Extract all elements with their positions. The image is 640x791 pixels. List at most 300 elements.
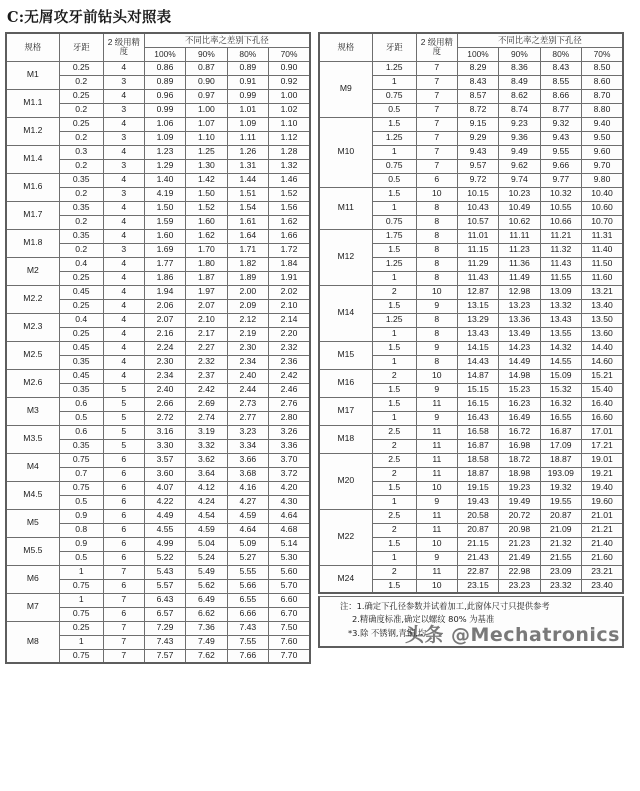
cell-value-100: 1.60 — [144, 229, 185, 243]
cell-value-90: 2.32 — [186, 355, 227, 369]
cell-value-70: 3.72 — [269, 467, 310, 481]
cell-pitch: 0.5 — [372, 173, 416, 187]
cell-value-90: 0.87 — [186, 61, 227, 75]
cell-pitch: 1 — [372, 355, 416, 369]
cell-value-80: 9.32 — [540, 117, 581, 131]
cell-value-100: 2.34 — [144, 369, 185, 383]
cell-precision: 11 — [416, 425, 457, 439]
cell-precision: 7 — [416, 61, 457, 75]
table-header-right — [319, 33, 623, 61]
cell-pitch: 0.2 — [59, 159, 103, 173]
cell-value-100: 5.43 — [144, 565, 185, 579]
cell-value-80: 1.51 — [227, 187, 268, 201]
cell-pitch: 0.5 — [372, 103, 416, 117]
cell-value-70: 10.60 — [582, 201, 623, 215]
cell-spec: M22 — [319, 509, 372, 565]
cell-value-100: 3.57 — [144, 453, 185, 467]
cell-value-80: 11.21 — [540, 229, 581, 243]
cell-precision: 8 — [416, 355, 457, 369]
cell-value-100: 0.99 — [144, 103, 185, 117]
cell-value-100: 12.87 — [457, 285, 498, 299]
cell-precision: 9 — [416, 299, 457, 313]
column-header-spec: 规格 — [319, 33, 372, 61]
cell-value-70: 9.60 — [582, 145, 623, 159]
cell-pitch: 0.3 — [59, 145, 103, 159]
cell-pitch: 0.9 — [59, 537, 103, 551]
cell-value-70: 5.30 — [269, 551, 310, 565]
cell-value-70: 21.21 — [582, 523, 623, 537]
cell-value-70: 9.50 — [582, 131, 623, 145]
cell-value-70: 2.42 — [269, 369, 310, 383]
column-header-ratio-100: 100% — [144, 47, 185, 61]
cell-value-100: 20.87 — [457, 523, 498, 537]
cell-value-100: 18.58 — [457, 453, 498, 467]
cell-value-70: 2.14 — [269, 313, 310, 327]
cell-precision: 11 — [416, 565, 457, 579]
cell-precision: 11 — [416, 397, 457, 411]
cell-value-70: 21.01 — [582, 509, 623, 523]
cell-precision: 6 — [103, 579, 144, 593]
cell-value-100: 2.30 — [144, 355, 185, 369]
table-row — [6, 145, 310, 159]
cell-value-80: 5.66 — [227, 579, 268, 593]
cell-value-80: 7.43 — [227, 621, 268, 635]
cell-spec: M1 — [6, 61, 59, 89]
cell-value-100: 2.07 — [144, 313, 185, 327]
cell-pitch: 2.5 — [372, 453, 416, 467]
column-header-group-ratio: 不同比率之差别下孔径 — [144, 33, 310, 47]
cell-pitch: 1 — [59, 565, 103, 579]
cell-value-70: 0.92 — [269, 75, 310, 89]
table-row — [6, 397, 310, 411]
cell-value-70: 21.40 — [582, 537, 623, 551]
cell-precision: 6 — [103, 467, 144, 481]
right-table-column — [318, 32, 624, 648]
cell-value-80: 21.55 — [540, 551, 581, 565]
cell-value-80: 8.77 — [540, 103, 581, 117]
watermark-label: 头条 @Mechatronics — [404, 624, 620, 646]
table-row — [319, 565, 623, 579]
cell-value-90: 7.36 — [186, 621, 227, 635]
cell-value-90: 9.23 — [499, 117, 540, 131]
cell-precision: 9 — [416, 341, 457, 355]
cell-spec: M6 — [6, 565, 59, 593]
cell-value-100: 20.58 — [457, 509, 498, 523]
cell-pitch: 1.5 — [372, 299, 416, 313]
cell-value-90: 7.62 — [186, 649, 227, 663]
cell-pitch: 0.4 — [59, 257, 103, 271]
cell-precision: 4 — [103, 271, 144, 285]
cell-value-90: 4.54 — [186, 509, 227, 523]
cell-value-100: 18.87 — [457, 467, 498, 481]
cell-value-80: 17.09 — [540, 439, 581, 453]
cell-value-80: 1.31 — [227, 159, 268, 173]
cell-value-80: 1.54 — [227, 201, 268, 215]
cell-pitch: 0.75 — [59, 453, 103, 467]
table-body-left — [6, 61, 310, 663]
cell-value-80: 16.87 — [540, 425, 581, 439]
cell-value-90: 19.49 — [499, 495, 540, 509]
cell-value-100: 16.87 — [457, 439, 498, 453]
cell-value-80: 2.12 — [227, 313, 268, 327]
table-row — [319, 509, 623, 523]
cell-value-100: 14.15 — [457, 341, 498, 355]
cell-value-100: 10.57 — [457, 215, 498, 229]
cell-pitch: 0.25 — [59, 117, 103, 131]
cell-value-90: 1.07 — [186, 117, 227, 131]
cell-value-70: 21.60 — [582, 551, 623, 565]
cell-precision: 4 — [103, 369, 144, 383]
cell-value-70: 15.40 — [582, 383, 623, 397]
cell-precision: 8 — [416, 215, 457, 229]
cell-precision: 8 — [416, 271, 457, 285]
cell-value-70: 6.60 — [269, 593, 310, 607]
cell-value-80: 19.55 — [540, 495, 581, 509]
cell-precision: 3 — [103, 75, 144, 89]
cell-value-100: 2.40 — [144, 383, 185, 397]
cell-value-100: 7.29 — [144, 621, 185, 635]
cell-value-80: 1.11 — [227, 131, 268, 145]
cell-value-90: 9.62 — [499, 159, 540, 173]
table-row — [319, 61, 623, 75]
column-header-precision: 2 级用精度 — [103, 33, 144, 61]
cell-value-70: 19.40 — [582, 481, 623, 495]
cell-precision: 4 — [103, 327, 144, 341]
column-header-ratio-70: 70% — [269, 47, 310, 61]
cell-spec: M2.6 — [6, 369, 59, 397]
cell-precision: 7 — [103, 565, 144, 579]
cell-pitch: 1.5 — [372, 481, 416, 495]
cell-precision: 10 — [416, 579, 457, 593]
cell-value-70: 3.36 — [269, 439, 310, 453]
table-row — [319, 229, 623, 243]
cell-precision: 7 — [416, 103, 457, 117]
cell-value-100: 0.89 — [144, 75, 185, 89]
cell-value-90: 1.42 — [186, 173, 227, 187]
cell-value-70: 23.21 — [582, 565, 623, 579]
cell-precision: 5 — [103, 397, 144, 411]
cell-value-100: 4.99 — [144, 537, 185, 551]
table-row — [319, 117, 623, 131]
cell-value-80: 8.43 — [540, 61, 581, 75]
cell-pitch: 0.5 — [59, 495, 103, 509]
cell-value-100: 1.94 — [144, 285, 185, 299]
cell-value-90: 21.23 — [499, 537, 540, 551]
cell-value-70: 4.68 — [269, 523, 310, 537]
cell-value-100: 3.60 — [144, 467, 185, 481]
cell-pitch: 0.25 — [59, 299, 103, 313]
cell-precision: 11 — [416, 439, 457, 453]
cell-value-100: 1.86 — [144, 271, 185, 285]
cell-value-90: 9.36 — [499, 131, 540, 145]
cell-pitch: 0.2 — [59, 131, 103, 145]
cell-pitch: 0.2 — [59, 215, 103, 229]
cell-precision: 3 — [103, 131, 144, 145]
cell-pitch: 0.35 — [59, 383, 103, 397]
cell-value-100: 3.30 — [144, 439, 185, 453]
cell-value-90: 3.32 — [186, 439, 227, 453]
cell-precision: 9 — [416, 495, 457, 509]
cell-value-70: 11.31 — [582, 229, 623, 243]
cell-value-100: 1.59 — [144, 215, 185, 229]
cell-value-100: 4.19 — [144, 187, 185, 201]
cell-value-70: 8.80 — [582, 103, 623, 117]
cell-value-80: 0.91 — [227, 75, 268, 89]
cell-pitch: 0.2 — [59, 103, 103, 117]
cell-precision: 3 — [103, 187, 144, 201]
cell-value-70: 7.50 — [269, 621, 310, 635]
column-header-ratio-70: 70% — [582, 47, 623, 61]
cell-value-90: 22.98 — [499, 565, 540, 579]
cell-value-80: 23.32 — [540, 579, 581, 593]
cell-value-90: 6.49 — [186, 593, 227, 607]
cell-value-90: 23.23 — [499, 579, 540, 593]
cell-pitch: 2 — [372, 369, 416, 383]
cell-pitch: 2 — [372, 467, 416, 481]
cell-value-100: 2.72 — [144, 411, 185, 425]
table-row — [6, 593, 310, 607]
cell-precision: 11 — [416, 509, 457, 523]
cell-precision: 5 — [103, 411, 144, 425]
cell-value-90: 5.24 — [186, 551, 227, 565]
cell-pitch: 0.45 — [59, 285, 103, 299]
cell-value-90: 2.10 — [186, 313, 227, 327]
cell-pitch: 0.75 — [59, 579, 103, 593]
cell-value-70: 4.30 — [269, 495, 310, 509]
cell-value-80: 5.27 — [227, 551, 268, 565]
cell-precision: 4 — [103, 229, 144, 243]
cell-value-80: 2.19 — [227, 327, 268, 341]
cell-pitch: 0.35 — [59, 201, 103, 215]
cell-spec: M12 — [319, 229, 372, 285]
cell-value-90: 18.72 — [499, 453, 540, 467]
cell-pitch: 1.5 — [372, 537, 416, 551]
cell-precision: 4 — [103, 299, 144, 313]
left-table-spacer — [5, 664, 311, 669]
cell-value-70: 8.60 — [582, 75, 623, 89]
cell-pitch: 0.2 — [59, 187, 103, 201]
cell-value-100: 22.87 — [457, 565, 498, 579]
cell-precision: 3 — [103, 103, 144, 117]
cell-precision: 8 — [416, 313, 457, 327]
cell-precision: 4 — [103, 61, 144, 75]
cell-value-70: 7.60 — [269, 635, 310, 649]
cell-value-90: 1.87 — [186, 271, 227, 285]
cell-value-70: 14.40 — [582, 341, 623, 355]
cell-value-70: 2.02 — [269, 285, 310, 299]
cell-value-100: 1.23 — [144, 145, 185, 159]
cell-precision: 7 — [103, 635, 144, 649]
cell-value-80: 1.44 — [227, 173, 268, 187]
table-row — [319, 187, 623, 201]
cell-value-90: 11.11 — [499, 229, 540, 243]
cell-pitch: 1.5 — [372, 187, 416, 201]
cell-pitch: 0.25 — [59, 271, 103, 285]
table-row — [6, 509, 310, 523]
cell-value-70: 2.36 — [269, 355, 310, 369]
cell-value-70: 13.21 — [582, 285, 623, 299]
cell-value-80: 23.09 — [540, 565, 581, 579]
cell-pitch: 1 — [372, 271, 416, 285]
cell-spec: M1.7 — [6, 201, 59, 229]
column-header-group-ratio: 不同比率之差别下孔径 — [457, 33, 623, 47]
cell-spec: M20 — [319, 453, 372, 509]
cell-value-70: 1.91 — [269, 271, 310, 285]
table-row — [319, 397, 623, 411]
cell-value-100: 8.29 — [457, 61, 498, 75]
cell-value-90: 3.62 — [186, 453, 227, 467]
cell-pitch: 1.5 — [372, 579, 416, 593]
cell-pitch: 1.5 — [372, 117, 416, 131]
cell-value-70: 7.70 — [269, 649, 310, 663]
table-row — [319, 341, 623, 355]
cell-value-100: 1.40 — [144, 173, 185, 187]
cell-precision: 8 — [416, 229, 457, 243]
cell-value-100: 21.15 — [457, 537, 498, 551]
cell-value-70: 8.70 — [582, 89, 623, 103]
cell-spec: M2.2 — [6, 285, 59, 313]
cell-pitch: 0.5 — [59, 551, 103, 565]
cell-value-100: 14.43 — [457, 355, 498, 369]
cell-pitch: 1 — [372, 201, 416, 215]
cell-value-80: 2.09 — [227, 299, 268, 313]
table-row — [319, 453, 623, 467]
cell-value-70: 16.60 — [582, 411, 623, 425]
cell-pitch: 0.75 — [59, 481, 103, 495]
cell-precision: 6 — [103, 481, 144, 495]
cell-value-100: 11.29 — [457, 257, 498, 271]
cell-value-100: 19.43 — [457, 495, 498, 509]
cell-value-80: 1.71 — [227, 243, 268, 257]
cell-value-90: 21.49 — [499, 551, 540, 565]
cell-pitch: 1.5 — [372, 341, 416, 355]
cell-value-70: 5.70 — [269, 579, 310, 593]
cell-precision: 7 — [103, 593, 144, 607]
table-row — [6, 341, 310, 355]
cell-pitch: 1.25 — [372, 257, 416, 271]
cell-value-80: 18.87 — [540, 453, 581, 467]
cell-pitch: 0.25 — [59, 327, 103, 341]
cell-value-70: 4.20 — [269, 481, 310, 495]
cell-spec: M1.6 — [6, 173, 59, 201]
cell-precision: 3 — [103, 159, 144, 173]
table-row — [6, 229, 310, 243]
cell-spec: M10 — [319, 117, 372, 187]
table-row — [6, 201, 310, 215]
cell-value-90: 13.36 — [499, 313, 540, 327]
cell-pitch: 0.75 — [372, 89, 416, 103]
cell-pitch: 0.25 — [59, 621, 103, 635]
cell-pitch: 1.25 — [372, 131, 416, 145]
cell-value-100: 4.22 — [144, 495, 185, 509]
cell-value-100: 5.22 — [144, 551, 185, 565]
cell-value-100: 0.96 — [144, 89, 185, 103]
cell-precision: 10 — [416, 187, 457, 201]
cell-value-70: 19.60 — [582, 495, 623, 509]
cell-value-80: 5.55 — [227, 565, 268, 579]
cell-value-100: 4.49 — [144, 509, 185, 523]
cell-spec: M3 — [6, 397, 59, 425]
cell-value-80: 6.55 — [227, 593, 268, 607]
cell-value-80: 2.44 — [227, 383, 268, 397]
cell-value-80: 7.66 — [227, 649, 268, 663]
cell-value-70: 1.84 — [269, 257, 310, 271]
cell-pitch: 0.35 — [59, 355, 103, 369]
cell-value-80: 7.55 — [227, 635, 268, 649]
cell-value-90: 6.62 — [186, 607, 227, 621]
cell-value-80: 10.32 — [540, 187, 581, 201]
cell-value-100: 9.29 — [457, 131, 498, 145]
cell-precision: 6 — [103, 453, 144, 467]
page-title: C:无屑攻牙前钻头对照表 — [7, 9, 172, 26]
cell-value-90: 10.23 — [499, 187, 540, 201]
cell-value-100: 9.72 — [457, 173, 498, 187]
cell-value-80: 9.66 — [540, 159, 581, 173]
cell-precision: 6 — [416, 173, 457, 187]
cell-value-80: 3.66 — [227, 453, 268, 467]
table-row — [6, 369, 310, 383]
cell-value-80: 13.09 — [540, 285, 581, 299]
cell-value-80: 9.43 — [540, 131, 581, 145]
cell-value-90: 18.98 — [499, 467, 540, 481]
cell-precision: 6 — [103, 551, 144, 565]
cell-pitch: 0.25 — [59, 61, 103, 75]
cell-value-90: 0.97 — [186, 89, 227, 103]
cell-pitch: 1 — [372, 495, 416, 509]
table-row — [6, 173, 310, 187]
cell-value-80: 0.89 — [227, 61, 268, 75]
cell-pitch: 0.75 — [59, 607, 103, 621]
left-table-column — [5, 32, 311, 669]
cell-pitch: 2 — [372, 523, 416, 537]
cell-pitch: 0.9 — [59, 509, 103, 523]
table-header-left — [6, 33, 310, 61]
cell-value-100: 1.29 — [144, 159, 185, 173]
cell-value-80: 13.43 — [540, 313, 581, 327]
cell-precision: 6 — [103, 537, 144, 551]
cell-value-70: 19.21 — [582, 467, 623, 481]
cell-value-100: 13.43 — [457, 327, 498, 341]
cell-value-90: 1.52 — [186, 201, 227, 215]
cell-value-100: 7.43 — [144, 635, 185, 649]
cell-value-80: 1.01 — [227, 103, 268, 117]
cell-precision: 7 — [416, 89, 457, 103]
column-header-pitch: 牙距 — [372, 33, 416, 61]
cell-value-90: 12.98 — [499, 285, 540, 299]
cell-value-70: 10.70 — [582, 215, 623, 229]
cell-value-100: 8.43 — [457, 75, 498, 89]
cell-spec: M5 — [6, 509, 59, 537]
note-line-2: 2.精确度标准,确定以螺纹 80% 为基准 — [352, 614, 495, 625]
cell-value-80: 4.16 — [227, 481, 268, 495]
cell-precision: 4 — [103, 145, 144, 159]
cell-value-90: 13.23 — [499, 299, 540, 313]
cell-value-100: 1.09 — [144, 131, 185, 145]
cell-value-80: 1.26 — [227, 145, 268, 159]
cell-value-90: 7.49 — [186, 635, 227, 649]
cell-value-80: 1.89 — [227, 271, 268, 285]
cell-value-70: 16.40 — [582, 397, 623, 411]
cell-value-70: 17.01 — [582, 425, 623, 439]
cell-value-80: 1.64 — [227, 229, 268, 243]
cell-value-70: 1.52 — [269, 187, 310, 201]
column-header-ratio-80: 80% — [227, 47, 268, 61]
cell-value-100: 11.15 — [457, 243, 498, 257]
cell-value-80: 11.55 — [540, 271, 581, 285]
cell-pitch: 0.75 — [59, 649, 103, 663]
cell-precision: 6 — [103, 509, 144, 523]
cell-spec: M1.8 — [6, 229, 59, 257]
